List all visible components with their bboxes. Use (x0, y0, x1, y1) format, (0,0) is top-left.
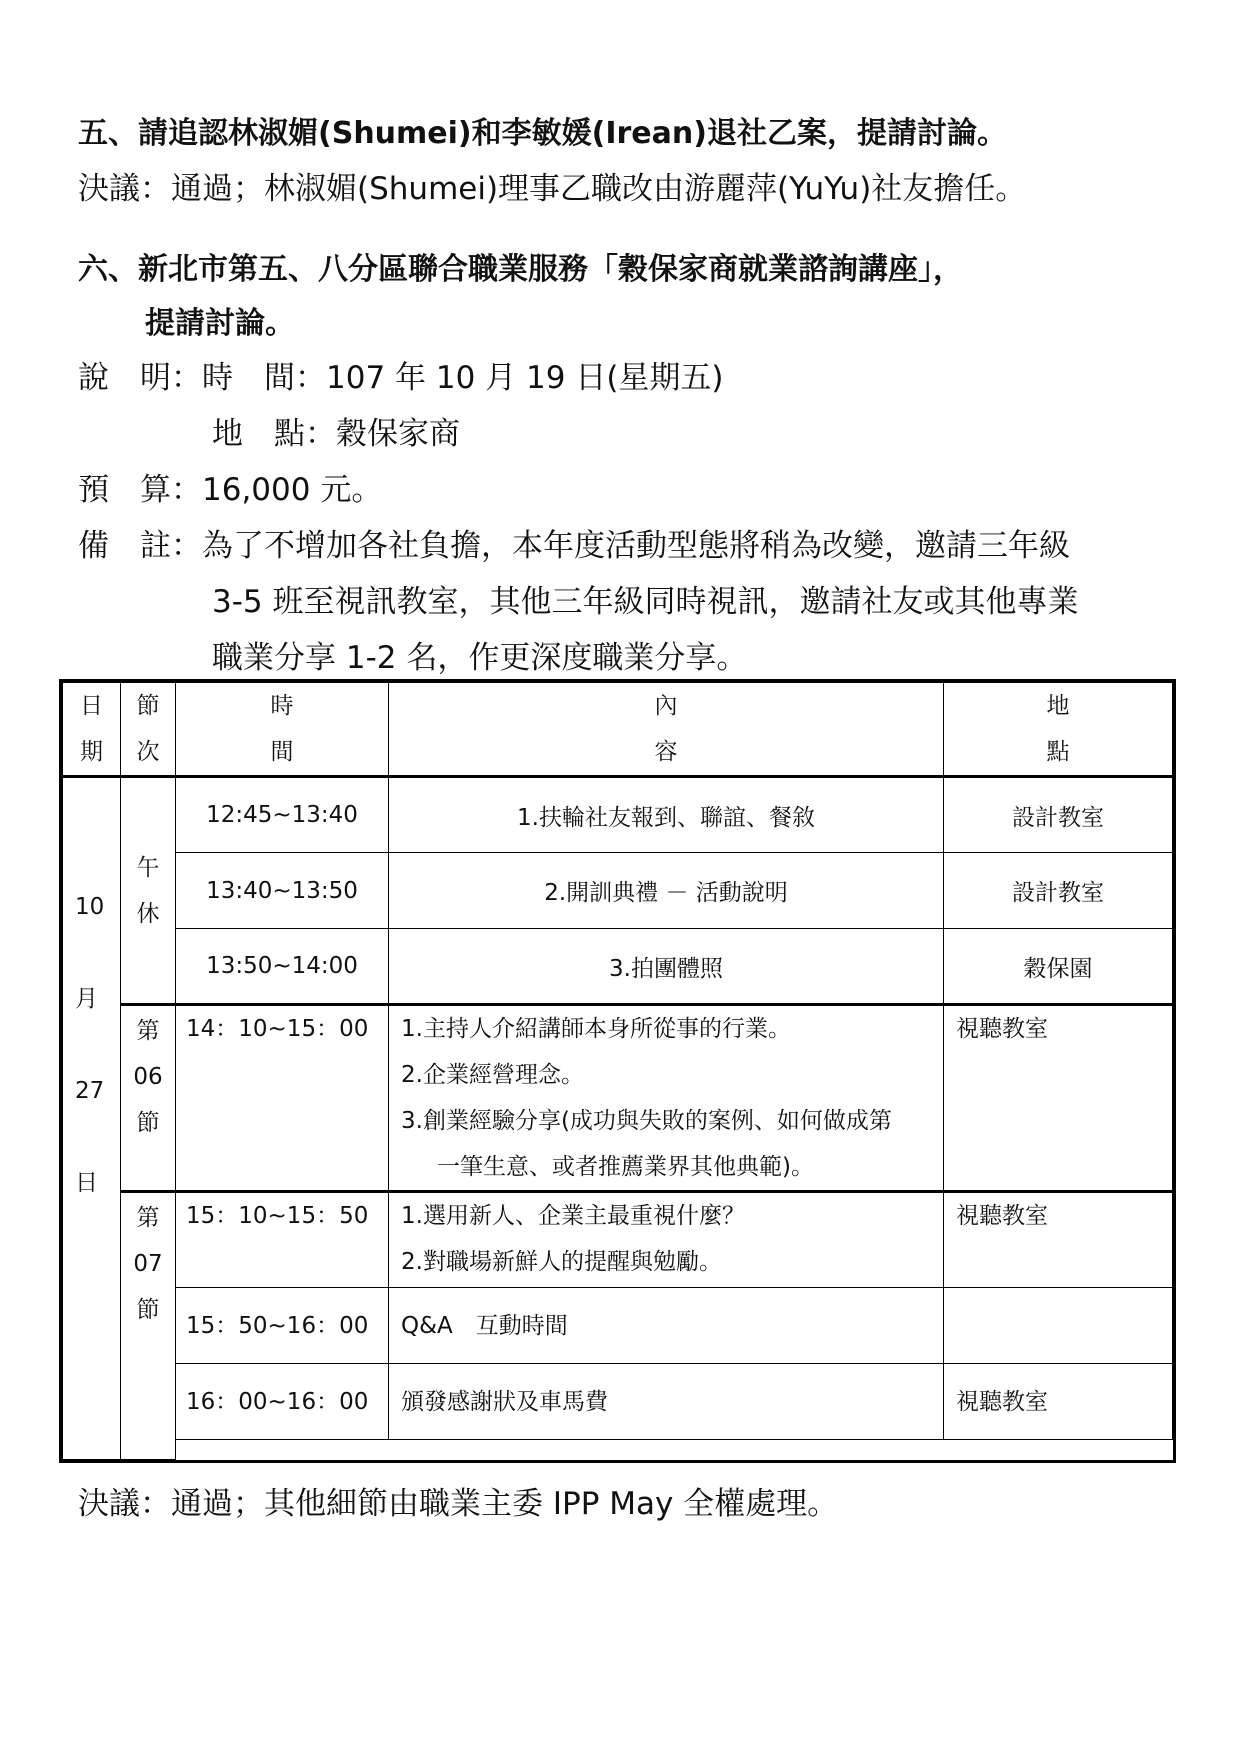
period-07-time: 16：00~16：00 (176, 1364, 389, 1440)
date-cell: 10 月 27 日 (63, 777, 121, 1460)
noon-place: 設計教室 (944, 777, 1173, 853)
event-time: 時 間：107 年 10 月 19 日(星期五) (202, 360, 724, 396)
period-07-content (389, 1364, 944, 1440)
note-line3: 職業分享 1-2 名，作更深度職業分享。 (212, 640, 748, 676)
note-label: 備 註： (78, 528, 202, 564)
item5-resolution: 決議：通過；林淑媚(Shumei)理事乙職改由游麗萍(YuYu)社友擔任。 (78, 171, 1027, 207)
schedule-table (62, 682, 1173, 1460)
list-item: 1.選用新人、企業主最重視什麼？ (401, 1203, 745, 1229)
header-date: 日 期 (63, 683, 121, 777)
budget-label: 預 算： (78, 472, 202, 508)
table-header-row (63, 683, 1173, 777)
header-period: 節 次 (121, 683, 176, 777)
table-row (63, 853, 1173, 929)
period-06-content (389, 1005, 944, 1192)
note-row (78, 520, 1070, 565)
noon-place: 設計教室 (944, 853, 1173, 929)
header-time: 時 間 (176, 683, 389, 777)
period-07-content (389, 1288, 944, 1364)
period-06-place: 視聽教室 (944, 1005, 1173, 1192)
list-item: Q&A 互動時間 (401, 1312, 568, 1339)
list-item: 2.對職場新鮮人的提醒與勉勵。 (401, 1249, 722, 1275)
item6-title-line2: 提請討論。 (145, 306, 295, 341)
item5-title: 五、請追認林淑媚(Shumei)和李敏媛(Irean)退社乙案，提請討論。 (78, 116, 1007, 151)
table-row-spacer (63, 1440, 1173, 1460)
explain-row (78, 352, 724, 397)
period-07-place: 視聽教室 (944, 1364, 1173, 1440)
list-item: 1.主持人介紹講師本身所從事的行業。 (401, 1016, 791, 1042)
noon-time: 13:40~13:50 (176, 853, 389, 929)
period-07-time: 15：10~15：50 (176, 1192, 389, 1288)
noon-content: 3.拍團體照 (389, 929, 944, 1005)
period-06-label: 第 06 節 (121, 1005, 176, 1192)
period-07-time: 15：50~16：00 (176, 1288, 389, 1364)
list-item: 3.創業經驗分享(成功與失敗的案例、如何做成第 (401, 1108, 892, 1134)
item6-resolution: 決議：通過；其他細節由職業主委 IPP May 全權處理。 (78, 1486, 839, 1522)
period-07-place: 視聽教室 (944, 1192, 1173, 1288)
event-place: 地 點：穀保家商 (212, 416, 460, 452)
period-06-time: 14：10~15：00 (176, 1005, 389, 1192)
note-line1: 為了不增加各社負擔，本年度活動型態將稍為改變，邀請三年級 (202, 528, 1070, 564)
noon-content: 2.開訓典禮 － 活動說明 (389, 853, 944, 929)
noon-time: 13:50~14:00 (176, 929, 389, 1005)
noon-label: 午 休 (121, 777, 176, 1005)
list-item: 2.企業經營理念。 (401, 1062, 584, 1088)
table-row (63, 1364, 1173, 1440)
table-row (63, 1192, 1173, 1288)
budget-value: 16,000 元。 (202, 472, 383, 508)
noon-content: 1.扶輪社友報到、聯誼、餐敘 (389, 777, 944, 853)
note-line2: 3-5 班至視訊教室，其他三年級同時視訊，邀請社友或其他專業 (212, 584, 1079, 620)
noon-place: 穀保園 (944, 929, 1173, 1005)
table-row (63, 1288, 1173, 1364)
header-place: 地 點 (944, 683, 1173, 777)
header-content: 內 容 (389, 683, 944, 777)
explain-label: 說 明： (78, 360, 202, 396)
list-item: 一筆生意、或者推薦業界其他典範)。 (437, 1154, 814, 1180)
period-07-content (389, 1192, 944, 1288)
period-07-label: 第 07 節 (121, 1192, 176, 1460)
noon-time: 12:45~13:40 (176, 777, 389, 853)
budget-row (78, 464, 382, 509)
list-item: 頒發感謝狀及車馬費 (401, 1388, 608, 1415)
table-row (63, 1005, 1173, 1097)
period-07-place (944, 1288, 1173, 1364)
table-row (63, 777, 1173, 853)
item6-title-line1: 六、新北市第五、八分區聯合職業服務「穀保家商就業諮詢講座」， (78, 252, 963, 287)
table-row (63, 929, 1173, 1005)
